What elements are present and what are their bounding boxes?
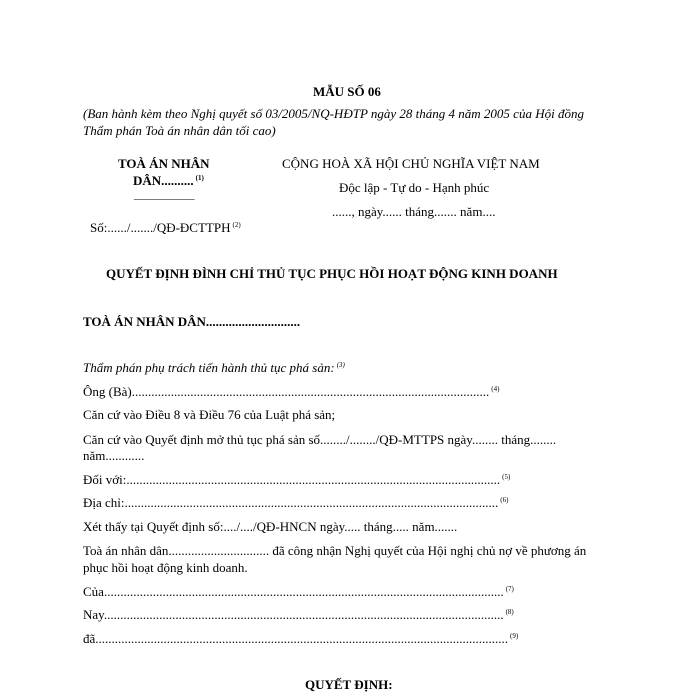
body-line-year: năm............ [83,448,145,463]
body-line-done: đã............................................................................................................................... $^{(9)}$ [83,631,519,646]
court-name-line: TOÀ ÁN NHÂN DÂN............................. [83,314,301,329]
body-line-legal-basis: Căn cứ vào Điều 8 và Điều 76 của Luật phá sản; [83,407,336,422]
decision-title: QUYẾT ĐỊNH ĐÌNH CHỈ THỦ TỤC PHỤC HỒI HOẠT ĐỘNG KINH DOANH [106,266,558,281]
decision-number-note: (2) [232,221,241,229]
body-line-subject: Đối với:................................................................................................................... $^{(5)}$ [83,472,511,487]
body-line-now: Nay........................................................................................................................... $^{(8)}$ [83,607,514,622]
court-header-line2-text: DÂN.......... [133,173,194,188]
issuance-note-line1: (Ban hành kèm theo Nghị quyết số 03/2005/NQ-HĐTP ngày 28 tháng 4 năm 2005 của Hội đồng [83,106,584,121]
national-title: CỘNG HOÀ XÃ HỘI CHỦ NGHĨA VIỆT NAM [282,156,540,171]
body-line-address: Địa chỉ:................................................................................................................... $^{(6)}$ [83,495,509,510]
body-line-owner: Ông (Bà).............................................................................................................. $^{(4)}$ [83,384,500,399]
decision-number-text: Số:....../......./QĐ-ĐCTTPH [90,220,231,235]
body-line-court-recognition: Toà án nhân dân............................... đã công nhận Nghị quyết của Hội nghị chủ nợ về phương án [83,543,587,558]
date-line: ......, ngày...... tháng....... năm.... [332,204,496,219]
judge-label [83,360,345,376]
body-line-consideration: Xét thấy tại Quyết định số:..../..../QĐ-HNCN ngày..... tháng..... năm....... [83,519,458,534]
court-header-line1: TOÀ ÁN NHÂN [118,156,210,171]
court-header-divider: ___________ [134,189,195,201]
court-header-line2 [133,173,204,189]
body-line-recovery-plan: phục hồi hoạt động kinh doanh. [83,560,248,575]
decision-number [90,220,241,236]
judge-note: (3) [336,361,345,369]
judge-label-text: Thẩm phán phụ trách tiến hành thủ tục phá sản: [83,360,335,375]
national-motto: Độc lập - Tự do - Hạnh phúc [339,180,490,195]
body-line-bankruptcy-decision: Căn cứ vào Quyết định mở thủ tục phá sản số......../......../QĐ-MTTPS ngày........ tháng........ [83,432,557,447]
form-number: MẪU SỐ 06 [313,84,381,99]
body-line-of: Của........................................................................................................................... $^{(7)}$ [83,584,514,599]
issuance-note-line2: Thẩm phán Toà án nhân dân tối cao) [83,123,276,138]
court-header-note: (1) [195,174,204,182]
decision-heading: QUYẾT ĐỊNH: [305,677,393,692]
